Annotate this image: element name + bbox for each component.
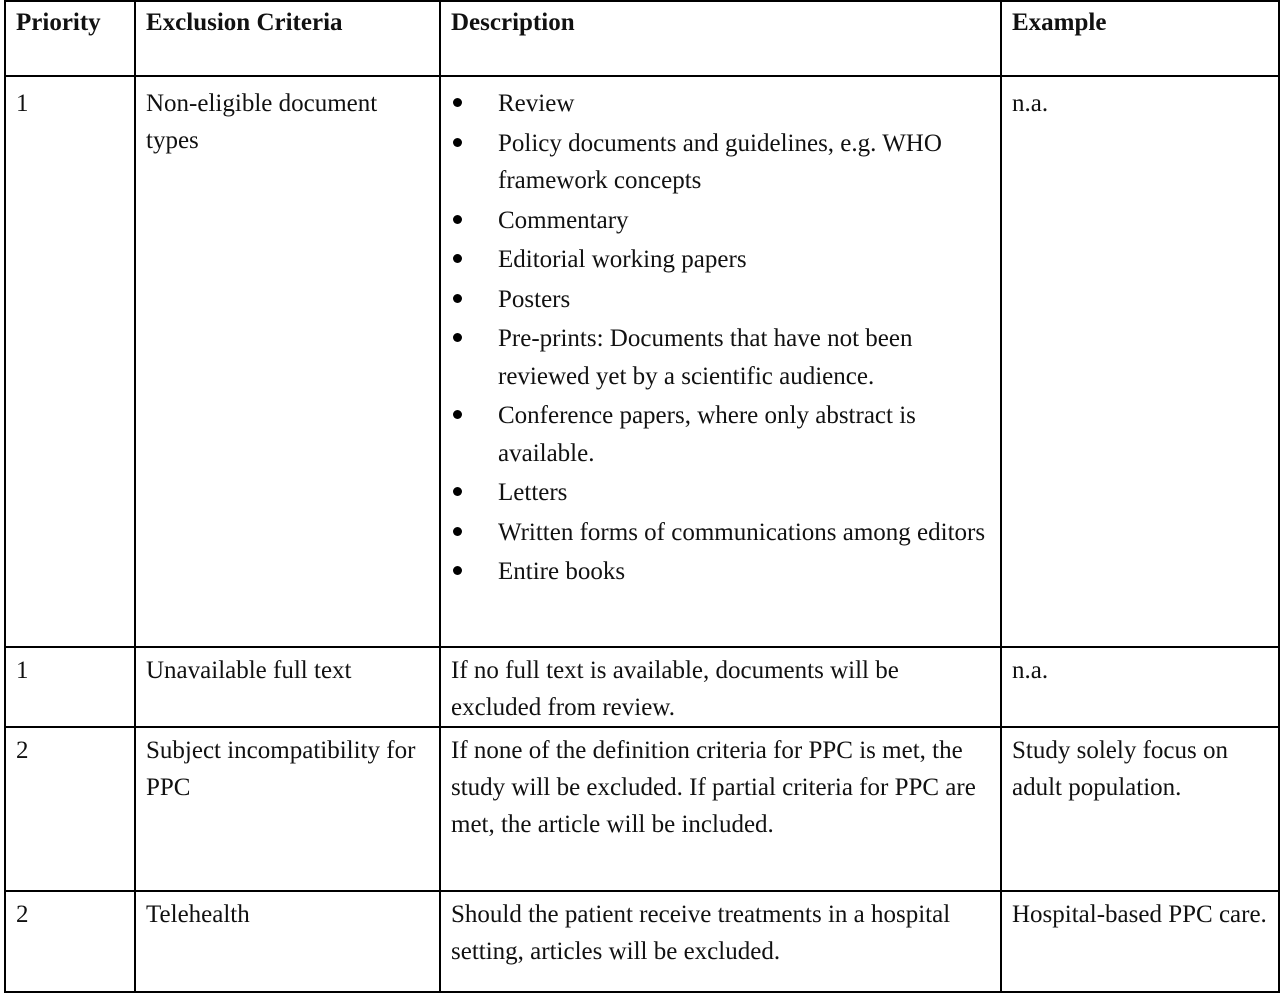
bullet-icon (453, 333, 462, 342)
criteria-cell: Subject incompatibility for PPC (135, 727, 440, 891)
list-item (451, 125, 990, 200)
list-item (451, 241, 990, 279)
criteria-cell: Non-eligible document types (135, 76, 440, 647)
list-item-text: Editorial working papers (498, 246, 747, 273)
list-item (451, 474, 990, 512)
list-item (451, 202, 990, 240)
list-item-text: Policy documents and guidelines, e.g. WHO framework concepts (498, 129, 942, 194)
bullet-icon (453, 527, 462, 536)
description-cell: If no full text is available, documents will be excluded from review. (440, 647, 1001, 727)
header-priority: Priority (5, 1, 135, 76)
table-row (5, 647, 1279, 727)
list-item-text: Posters (498, 285, 571, 313)
document-type-list (451, 85, 990, 591)
table-row (5, 76, 1279, 647)
bullet-icon (453, 98, 462, 107)
description-cell (440, 76, 1001, 647)
criteria-cell: Unavailable full text (135, 647, 440, 727)
list-item (451, 397, 990, 472)
bullet-icon (453, 294, 462, 303)
description-cell: Should the patient receive treatments in a hospital setting, articles will be excluded. (440, 891, 1001, 992)
example-cell: n.a. (1001, 76, 1279, 647)
bullet-icon (453, 566, 462, 575)
criteria-cell: Telehealth (135, 891, 440, 992)
bullet-icon (453, 254, 462, 263)
priority-cell: 2 (5, 891, 135, 992)
table-row (5, 891, 1279, 992)
bullet-icon (453, 487, 462, 496)
list-item (451, 553, 990, 591)
list-item-text: Letters (498, 479, 568, 506)
list-item-text: Conference papers, where only abstract is available. (498, 402, 916, 467)
list-item-text: Pre-prints: Documents that have not been reviewed yet by a scientific audience. (498, 325, 913, 390)
bullet-icon (453, 138, 462, 147)
exclusion-criteria-table (4, 0, 1280, 993)
example-cell: Hospital-based PPC care. (1001, 891, 1279, 992)
priority-cell: 1 (5, 76, 135, 647)
list-item-text: Review (498, 90, 575, 117)
list-item-text: Written forms of communications among editors (498, 518, 986, 546)
example-cell: Study solely focus on adult population. (1001, 727, 1279, 891)
list-item (451, 320, 990, 395)
description-cell: If none of the definition criteria for PPC is met, the study will be excluded. If partial criteria for PPC are met, the article will be included. (440, 727, 1001, 891)
header-row (5, 1, 1279, 76)
header-description: Description (440, 1, 1001, 76)
priority-cell: 1 (5, 647, 135, 727)
bullet-icon (453, 410, 462, 419)
list-item (451, 514, 990, 552)
list-item-text: Entire books (498, 558, 626, 585)
bullet-icon (453, 215, 462, 224)
header-example: Example (1001, 1, 1279, 76)
list-item-text: Commentary (498, 206, 629, 234)
table-row (5, 727, 1279, 891)
example-cell: n.a. (1001, 647, 1279, 727)
priority-cell: 2 (5, 727, 135, 891)
list-item (451, 281, 990, 319)
list-item (451, 85, 990, 123)
header-exclusion-criteria: Exclusion Criteria (135, 1, 440, 76)
